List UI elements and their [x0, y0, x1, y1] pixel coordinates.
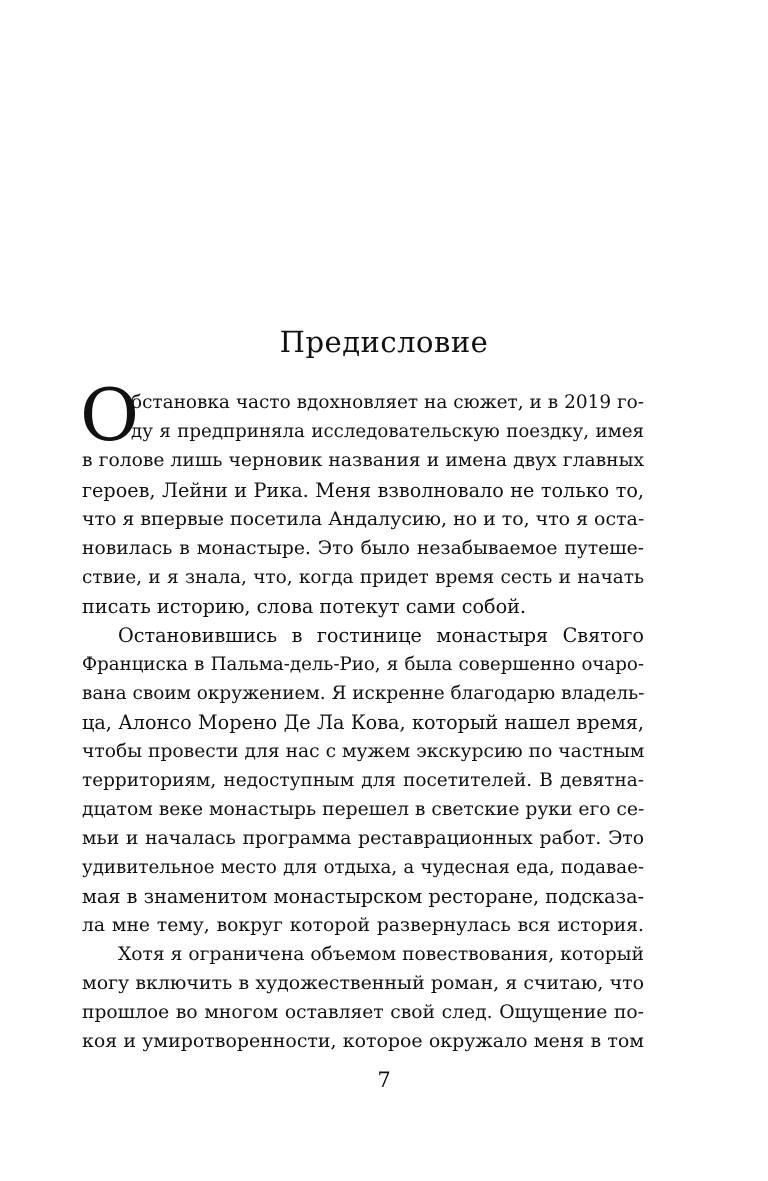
page-number: 7 [377, 1068, 391, 1092]
text-line: удивительное место для отдыха, а чудесная еда, подавае- [82, 857, 644, 878]
text-line: Франциска в Пальма-дель-Рио, я была совершенно очаро- [82, 654, 644, 675]
text-line: что я впервые посетила Андалусию, но и то, что я оста- [82, 508, 645, 530]
text-line: вана своим окружением. Я искренне благодарю владель- [82, 683, 645, 704]
text-line: коя и умиротворенности, которое окружало меня в том [82, 1030, 644, 1052]
chapter-title: Предисловие [279, 325, 489, 359]
text-line: писать историю, слова потекут сами собой. [82, 595, 527, 618]
drop-cap: О [80, 373, 140, 457]
text-line: мьи и началась программа реставрационных работ. Это [82, 828, 644, 849]
text-line: Хотя я ограничена объемом повествования, который [118, 944, 644, 965]
text-line: героев, Лейни и Рика. Меня взволновало не только то, [82, 479, 644, 502]
text-line: прошлое во многом оставляет свой след. Ощущение по- [82, 1002, 644, 1023]
text-line: территориям, недоступным для посетителей. В девятна- [82, 770, 644, 791]
text-line: бстановка часто вдохновляет на сюжет, и в 2019 го- [131, 392, 644, 413]
text-line: чтобы провести для нас с мужем экскурсию по частным [82, 741, 645, 762]
text-line: ца, Алонсо Морено Де Ла Кова, который нашел время, [82, 711, 644, 734]
text-line: Остановившись в гостинице монастыря Святого [118, 624, 644, 647]
text-line: новилась в монастыре. Это было незабываемое путеше- [82, 538, 644, 559]
text-line: ствие, и я знала, что, когда придет время сесть и начать [82, 567, 644, 588]
text-line: ла мне тему, вокруг которой развернулась вся история. [82, 915, 644, 936]
text-line: в голове лишь черновик названия и имена двух главных [82, 450, 644, 471]
text-line: ду я предприняла исследовательскую поездку, имея [131, 421, 644, 442]
text-line: мая в знаменитом монастырском ресторане, подсказа- [82, 885, 644, 908]
text-line: дцатом веке монастырь перешел в светские руки его се- [82, 799, 645, 820]
text-line: могу включить в художественный роман, я считаю, что [82, 972, 644, 994]
